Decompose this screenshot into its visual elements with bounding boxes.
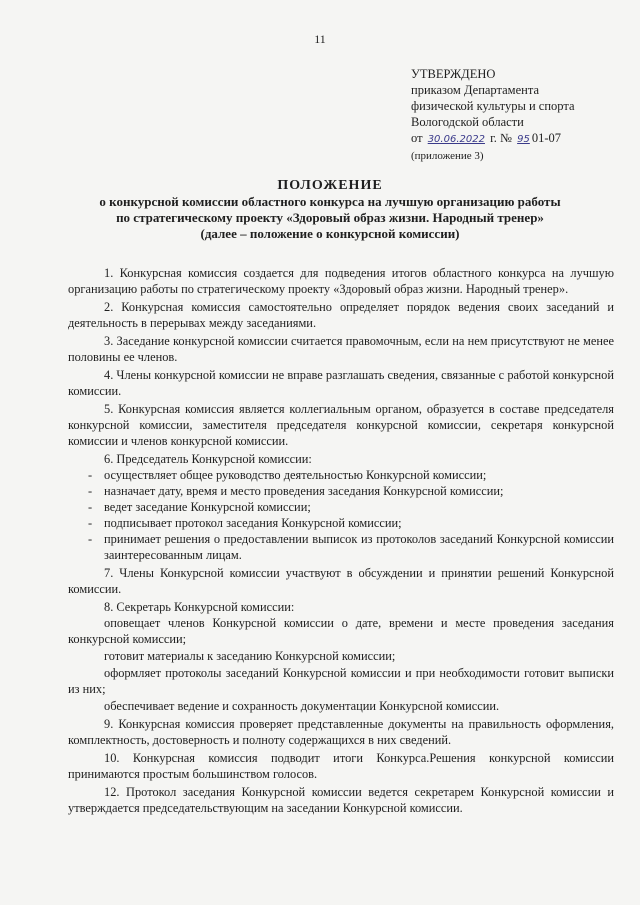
secretary-duty-1: оповещает членов Конкурсной комиссии о дате, времени и месте проведения заседания конкурсной комиссии;: [68, 616, 614, 646]
dash-marker: -: [88, 500, 93, 514]
paragraph-8: 8. Секретарь Конкурсной комиссии:: [104, 600, 295, 614]
list-item-text: подписывает протокол заседания Конкурсной комиссии;: [104, 516, 402, 530]
paragraph-10: 10. Конкурсная комиссия подводит итоги Конкурса.Решения конкурсной комиссии принимаются простым большинством голосов.: [68, 751, 614, 781]
list-item: [68, 483, 614, 499]
list-item-text: ведет заседание Конкурсной комиссии;: [104, 500, 311, 514]
approval-from-label: от: [411, 131, 423, 145]
paragraph-6: 6. Председатель Конкурсной комиссии:: [104, 452, 312, 466]
list-item: [68, 515, 614, 531]
document-body: [68, 265, 614, 818]
secretary-duty-2: готовит материалы к заседанию Конкурсной комиссии;: [104, 649, 396, 663]
title-line-3: (далее – положение о конкурсной комиссии): [200, 226, 460, 241]
title-line-2: по стратегическому проекту «Здоровый образ жизни. Народный тренер»: [116, 210, 544, 225]
paragraph-1: 1. Конкурсная комиссия создается для подведения итогов областного конкурса на лучшую организацию работы по стратегическому проекту «Здоровый образ жизни. Народный тренер».: [68, 266, 614, 296]
approval-number-hand: 95: [517, 134, 530, 145]
list-item: [68, 499, 614, 515]
list-item-text: назначает дату, время и место проведения заседания Конкурсной комиссии;: [104, 484, 504, 498]
approval-heading: УТВЕРЖДЕНО: [411, 67, 496, 81]
document-title: [40, 178, 620, 242]
page-number: 11: [314, 32, 326, 46]
dash-marker: -: [88, 484, 93, 498]
approval-line-3: Вологодской области: [411, 115, 524, 129]
paragraph-2: 2. Конкурсная комиссия самостоятельно определяет порядок ведения своих заседаний и деятельность в перерывах между заседаниями.: [68, 300, 614, 330]
dash-marker: -: [88, 468, 93, 482]
paragraph-5: 5. Конкурсная комиссия является коллегиальным органом, образуется в составе председателя конкурсной комиссии, заместителя председателя конкурсной комиссии, секретаря конкурсной комиссии и членов конкурсной комиссии.: [68, 402, 614, 448]
approval-line-1: приказом Департамента: [411, 83, 539, 97]
paragraph-3: 3. Заседание конкурсной комиссии считается правомочным, если на нем присутствуют не менее половины ее членов.: [68, 334, 614, 364]
paragraph-4: 4. Члены конкурсной комиссии не вправе разглашать сведения, связанные с работой конкурсной комиссии.: [68, 368, 614, 398]
approval-note: (приложение 3): [411, 150, 484, 162]
approval-year-label: г. №: [490, 131, 512, 145]
list-item: [68, 467, 614, 483]
title-main: ПОЛОЖЕНИЕ: [277, 178, 383, 193]
approval-line-2: физической культуры и спорта: [411, 99, 575, 113]
paragraph-12: 12. Протокол заседания Конкурсной комиссии ведется секретарем Конкурсной комиссии и утверждается председательствующим на заседании Конкурсной комиссии.: [68, 785, 614, 815]
approval-order-line: [411, 130, 575, 148]
title-line-1: о конкурсной комиссии областного конкурса на лучшую организацию работы: [99, 194, 561, 209]
list-item: [68, 531, 614, 563]
paragraph-7: 7. Члены Конкурсной комиссии участвуют в обсуждении и принятии решений Конкурсной комиссии.: [68, 566, 614, 596]
list-item-text: принимает решения о предоставлении выписок из протоколов заседаний Конкурсной комиссии заинтересованным лицам.: [104, 532, 614, 562]
approval-date: 30.06.2022: [427, 134, 485, 145]
approval-number-suffix: 01-07: [531, 131, 562, 145]
secretary-duty-3: оформляет протоколы заседаний Конкурсной комиссии и при необходимости готовит выписки из них;: [68, 666, 614, 696]
dash-marker: -: [88, 532, 93, 546]
paragraph-9: 9. Конкурсная комиссия проверяет представленные документы на правильность оформления, комплектность, достоверность и полноту содержащихся в них сведений.: [68, 717, 614, 747]
dash-marker: -: [88, 516, 93, 530]
chairman-duties-list: [68, 467, 614, 563]
list-item-text: осуществляет общее руководство деятельностью Конкурсной комиссии;: [104, 468, 487, 482]
approval-stamp: [411, 66, 575, 164]
secretary-duty-4: обеспечивает ведение и сохранность документации Конкурсной комиссии.: [104, 699, 500, 713]
